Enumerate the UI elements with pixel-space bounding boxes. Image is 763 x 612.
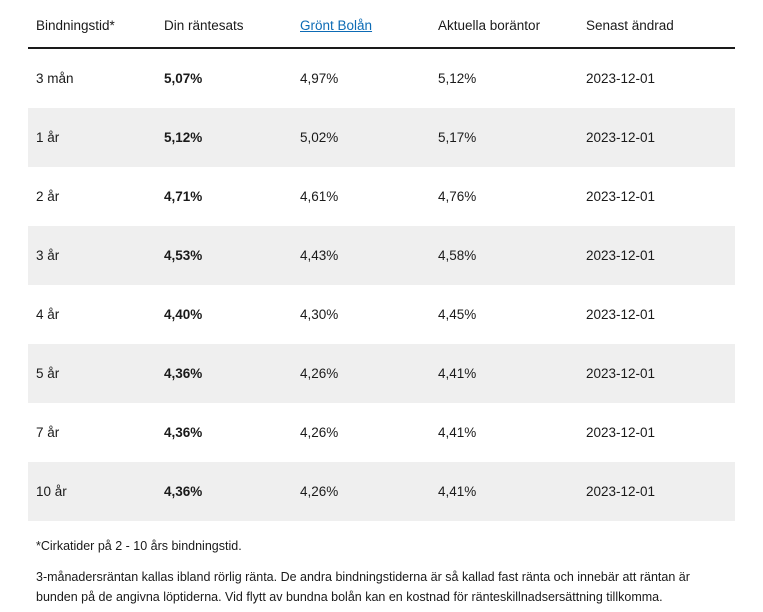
column-header-senast-andrad xyxy=(586,0,735,48)
cell-bindningstid: 5 år xyxy=(36,366,60,381)
cell-din-rantesats: 4,36% xyxy=(164,425,203,440)
table-header-row xyxy=(28,0,735,48)
column-header-label: Senast ändrad xyxy=(586,18,674,33)
table-row xyxy=(28,403,735,462)
gront-bolan-link[interactable]: Grönt Bolån xyxy=(300,18,373,33)
table-row xyxy=(28,167,735,226)
cell-din-rantesats: 4,36% xyxy=(164,366,203,381)
cell-aktuella-borantor: 5,12% xyxy=(438,71,477,86)
cell-bindningstid: 4 år xyxy=(36,307,60,322)
footnote-body: 3-månadersräntan kallas ibland rörlig ränta. De andra bindningstiderna är så kallad fast ränta och innebär att räntan är bunden på de angivna löptiderna. Vid flytt av bundna bolån kan en kostnad för ränteskillnadsersättning tillkomma. xyxy=(36,570,690,604)
cell-gront-bolan: 4,43% xyxy=(300,248,339,263)
table-header xyxy=(28,0,735,48)
table-row xyxy=(28,108,735,167)
cell-gront-bolan: 4,30% xyxy=(300,307,339,322)
cell-gront-bolan: 4,26% xyxy=(300,425,339,440)
cell-gront-bolan: 4,61% xyxy=(300,189,339,204)
cell-aktuella-borantor: 4,45% xyxy=(438,307,477,322)
column-header-din-rantesats xyxy=(164,0,300,48)
cell-aktuella-borantor: 5,17% xyxy=(438,130,477,145)
table-row xyxy=(28,226,735,285)
cell-senast-andrad: 2023-12-01 xyxy=(586,189,656,204)
cell-din-rantesats: 4,40% xyxy=(164,307,203,322)
table-body xyxy=(28,48,735,521)
cell-aktuella-borantor: 4,41% xyxy=(438,484,477,499)
cell-bindningstid: 2 år xyxy=(36,189,60,204)
column-header-label: Din räntesats xyxy=(164,18,244,33)
table-row xyxy=(28,344,735,403)
cell-bindningstid: 3 år xyxy=(36,248,60,263)
cell-bindningstid: 1 år xyxy=(36,130,60,145)
cell-din-rantesats: 4,71% xyxy=(164,189,203,204)
mortgage-rates-table xyxy=(28,0,735,521)
table-row xyxy=(28,285,735,344)
cell-din-rantesats: 4,53% xyxy=(164,248,203,263)
cell-aktuella-borantor: 4,76% xyxy=(438,189,477,204)
column-header-label: Bindningstid* xyxy=(36,18,115,33)
table-row xyxy=(28,462,735,521)
cell-senast-andrad: 2023-12-01 xyxy=(586,71,656,86)
column-header-bindningstid xyxy=(28,0,164,48)
footnote-asterisk: *Cirkatider på 2 - 10 års bindningstid. xyxy=(36,539,242,553)
footnotes xyxy=(0,521,763,607)
cell-gront-bolan: 5,02% xyxy=(300,130,339,145)
cell-gront-bolan: 4,26% xyxy=(300,366,339,381)
cell-bindningstid: 3 mån xyxy=(36,71,74,86)
cell-gront-bolan: 4,26% xyxy=(300,484,339,499)
cell-din-rantesats: 5,12% xyxy=(164,130,203,145)
cell-senast-andrad: 2023-12-01 xyxy=(586,484,656,499)
cell-bindningstid: 10 år xyxy=(36,484,67,499)
cell-senast-andrad: 2023-12-01 xyxy=(586,425,656,440)
cell-aktuella-borantor: 4,41% xyxy=(438,425,477,440)
cell-aktuella-borantor: 4,41% xyxy=(438,366,477,381)
cell-senast-andrad: 2023-12-01 xyxy=(586,130,656,145)
table-row xyxy=(28,48,735,108)
cell-senast-andrad: 2023-12-01 xyxy=(586,366,656,381)
cell-gront-bolan: 4,97% xyxy=(300,71,339,86)
cell-aktuella-borantor: 4,58% xyxy=(438,248,477,263)
cell-din-rantesats: 4,36% xyxy=(164,484,203,499)
column-header-gront-bolan xyxy=(300,0,438,48)
cell-senast-andrad: 2023-12-01 xyxy=(586,248,656,263)
cell-senast-andrad: 2023-12-01 xyxy=(586,307,656,322)
cell-bindningstid: 7 år xyxy=(36,425,60,440)
column-header-label: Aktuella boräntor xyxy=(438,18,541,33)
cell-din-rantesats: 5,07% xyxy=(164,71,203,86)
column-header-aktuella-borantor xyxy=(438,0,586,48)
